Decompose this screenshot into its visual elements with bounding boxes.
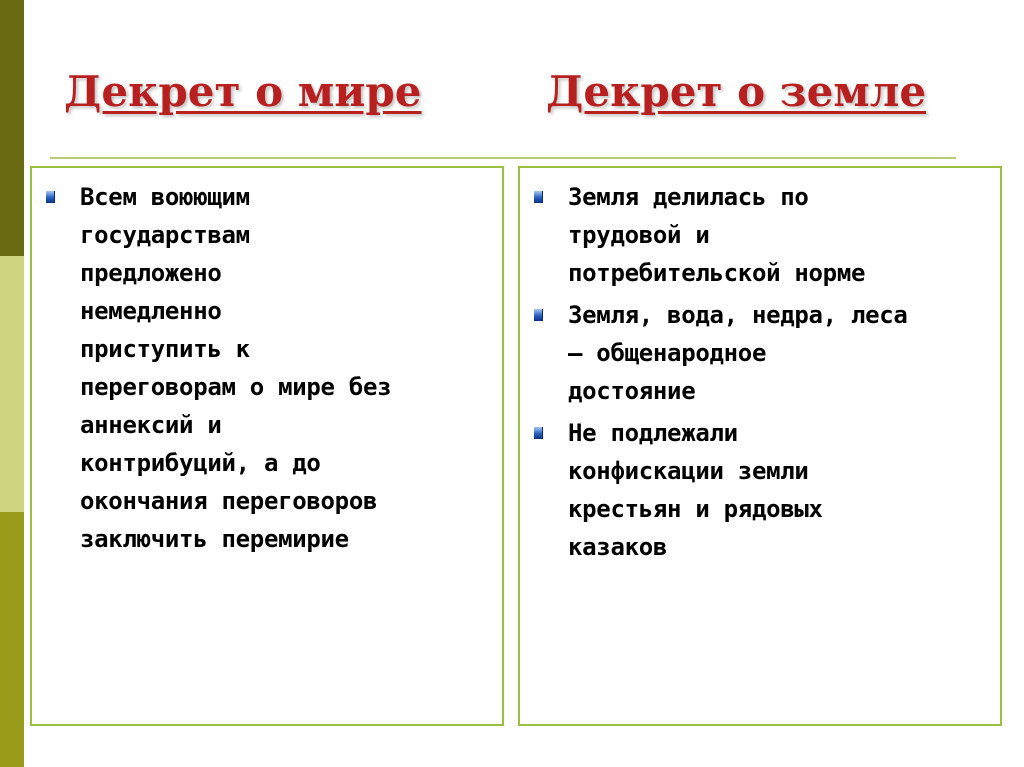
- bullet-text: Всем воюющим государствам предложено немедленно приступить к переговорам о мире без аннексий и контрибуций, а до окончания переговоров заключить перемирие: [80, 183, 392, 553]
- column-title-land: Декрет о земле: [546, 67, 927, 116]
- bullet-icon: [534, 309, 543, 321]
- bullet-text: Земля делилась по трудовой и потребительской норме: [568, 183, 866, 287]
- list-item: [534, 296, 994, 410]
- list-item: [46, 178, 496, 558]
- bullet-icon: [534, 427, 543, 439]
- bullet-text: Земля, вода, недра, леса – общенародное достояние: [568, 301, 908, 405]
- side-bar-segment-dark: [0, 0, 24, 256]
- column-title-peace: Декрет о мире: [64, 67, 422, 116]
- list-item: [534, 178, 994, 292]
- panel-land: [518, 166, 1002, 726]
- list-item: [534, 414, 994, 566]
- bullet-list-peace: [32, 168, 502, 558]
- bullet-icon: [534, 191, 543, 203]
- bullet-icon: [46, 191, 55, 203]
- bullet-list-land: [520, 168, 1000, 566]
- side-bar-segment-light: [0, 256, 24, 512]
- title-separator-line: [50, 157, 956, 159]
- side-decoration-bar: [0, 0, 24, 767]
- side-bar-segment-mid: [0, 512, 24, 767]
- bullet-text: Не подлежали конфискации земли крестьян и рядовых казаков: [568, 419, 823, 561]
- panel-peace: [30, 166, 504, 726]
